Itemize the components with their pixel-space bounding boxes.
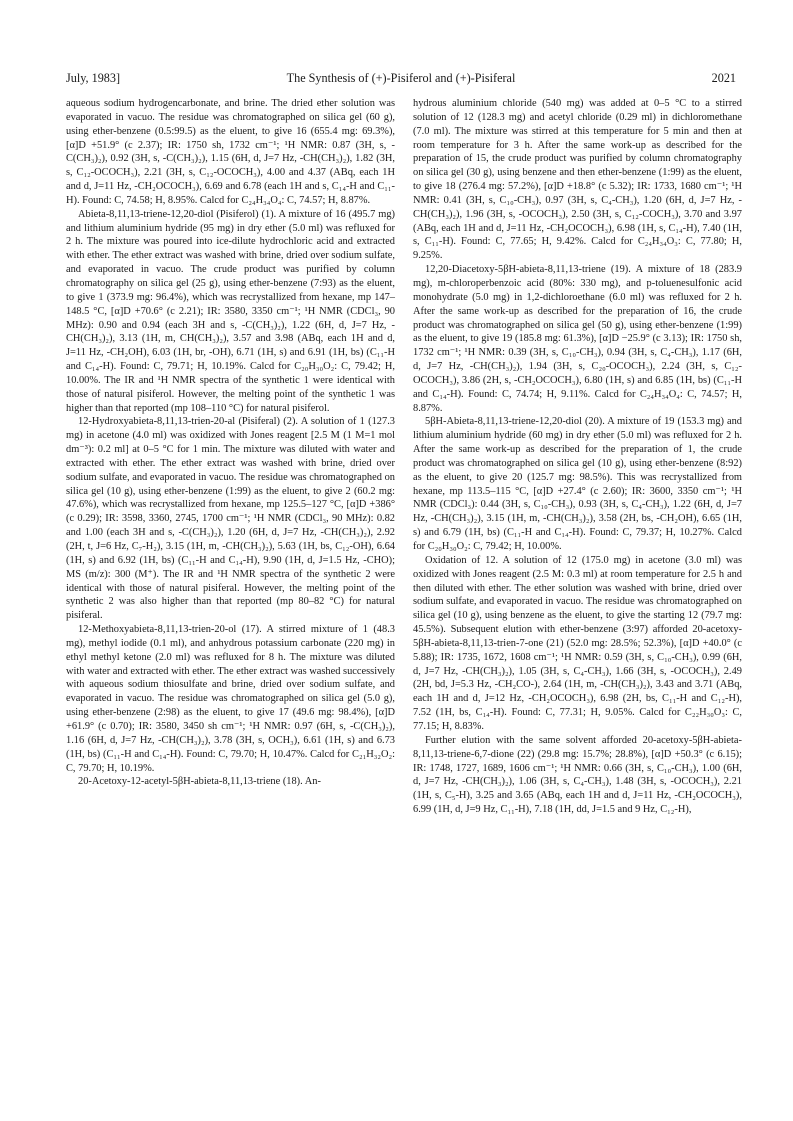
article-title: The Synthesis of (+)-Pisiferol and (+)-Pisiferal bbox=[286, 71, 516, 85]
issue-date: July, 1983] bbox=[66, 71, 121, 85]
right-column bbox=[413, 97, 742, 817]
body-paragraph: 12-Methoxyabieta-8,11,13-trien-20-ol (17). A stirred mixture of 1 (48.3 mg), methyl iodide (0.1 ml), and anhydrous potassium carbonate (220 mg) in ethyl methyl ketone (2.0 ml) was refluxed for 8 h. The mixture was diluted with water and extracted with ether. The ether extract was washed successively with aqueous sodium thiosulfate and brine, dried over sodium sulfate, and evaporated in vacuo. The residue was chromatographed on silica gel (5.0 g), using ether-benzene (2:98) as the eluent, to give 17 (49.6 mg: 98.4%), [α]D +61.9° (c 0.70); IR: 3580, 3450 sh cm⁻¹; ¹H NMR: 0.97 (6H, s, -C(CH₃)₂), 1.16 (6H, d, J=7 Hz, -CH(CH₃)₂), 3.78 (3H, s, OCH₃), 6.61 (1H, s) and 6.73 (1H, bs) (C₁₁-H and C₁₄-H). Found: C, 79.70; H, 10.47%. Calcd for C₂₁H₃₂O₂: C, 79.70; H, 10.19%. bbox=[66, 624, 395, 774]
running-head bbox=[66, 70, 736, 86]
body-paragraph: aqueous sodium hydrogencarbonate, and brine. The dried ether solution was evaporated in vacuo. The residue was chromatographed on silica gel (60 g), using ether-benzene (0.5:99.5) as the eluent, to give 16 (655.4 mg: 69.3%), [α]D +51.9° (c 2.37); IR: 1750 sh, 1732 cm⁻¹; ¹H NMR: 0.87 (3H, s, -C(CH₃)₂), 0.92 (3H, s, -C(CH₃)₂), 1.15 (6H, d, J=7 Hz, -CH(CH₃)₂), 1.82 (3H, s, C₁₂-OCOCH₃), 2.21 (3H, s, C₁₂-OCOCH₃), 4.00 and 4.37 (ABq, each 1H and d, J=11 Hz, -CH₂OCOCH₃), 6.69 and 6.78 (each 1H and s, C₁₄-H and C₁₁-H). Found: C, 74.58; H, 8.95%. Calcd for C₂₄H₃₄O₄: C, 74.57; H, 8.87%. bbox=[66, 98, 395, 206]
body-paragraph: hydrous aluminium chloride (540 mg) was added at 0–5 °C to a stirred solution of 12 (128.3 mg) and acetyl chloride (0.29 ml) in dichloromethane (7.0 ml). The mixture was stirred at this temperature for 5 min and then at room temperature for 3 h. After the same work-up as described for the preparation of 15, the crude product was purified by column chromatography on silica gel (30 g), using benzene and then ether-benzene (1:99) as the eluent, to give 18 (276.4 mg: 57.2%), [α]D +18.8° (c 5.32); IR: 1733, 1680 cm⁻¹; ¹H NMR: 0.41 (3H, s, C₁₀-CH₃), 0.97 (3H, s, C₄-CH₃), 1.20 (6H, d, J=7 Hz, -CH(CH₃)₂), 1.96 (3H, s, -OCOCH₃), 2.50 (3H, s, C₁₂-COCH₃), 3.70 and 3.97 (ABq, each 1H and d, J=11 Hz, -CH₂OCOCH₃), 6.98 (1H, s, C₁₄-H), 7.40 (1H, s, C₁₁-H). Found: C, 77.65; H, 9.42%. Calcd for C₂₄H₃₄O₃: C, 77.80; H, 9.25%. bbox=[413, 98, 742, 262]
left-column bbox=[66, 97, 395, 789]
page-number: 2021 bbox=[711, 71, 736, 85]
body-paragraph: 5βH-Abieta-8,11,13-triene-12,20-diol (20). A mixture of 19 (153.3 mg) and lithium aluminium hydride (60 mg) in dry ether (5.0 ml) was refluxed for 2 h. After the same work-up as described for the preparation of 1, the crude product was chromatographed on silica gel (10 g), using ether-benzene (8:92) as the eluent, to give 20 (125.7 mg: 98.5%). This was recrystallized from hexane, mp 113.5–115 °C, [α]D +27.4° (c 2.60); IR: 3600, 3350 cm⁻¹; ¹H NMR (CDCl₃): 0.44 (3H, s, C₁₀-CH₃), 0.93 (3H, s, C₄-CH₃), 1.22 (6H, d, J=7 Hz, -CH(CH₃)₂), 3.15 (1H, m, -CH(CH₃)₂), 3.58 (2H, bs, -CH₂OH), 6.65 (1H, s) and 6.79 (1H, bs) (C₁₁-H and C₁₄-H). Found: C, 79.37; H, 10.27%. Calcd for C₂₀H₃₀O₂: C, 79.42; H, 10.00%. bbox=[413, 416, 742, 552]
body-paragraph: Further elution with the same solvent afforded 20-acetoxy-5βH-abieta-8,11,13-triene-6,7-dione (22) (29.8 mg: 15.7%; 28.8%), [α]D +50.3° (c 6.15); IR: 1748, 1727, 1689, 1606 cm⁻¹; ¹H NMR: 0.66 (3H, s, C₁₀-CH₃), 1.00 (6H, d, J=7 Hz, -CH(CH₃)₂), 1.06 (3H, s, C₄-CH₃), 1.48 (3H, s, -OCOCH₃), 2.21 (1H, s, C₅-H), 3.25 and 3.65 (ABq, each 1H and d, J=11 Hz, -CH₂OCOCH₃), 6.99 (1H, d, J=9 Hz, C₁₁-H), 7.18 (1H, dd, J=1.5 and 9 Hz, C₁₂-H), bbox=[413, 734, 742, 816]
body-paragraph: Abieta-8,11,13-triene-12,20-diol (Pisiferol) (1). A mixture of 16 (495.7 mg) and lithium aluminium hydride (95 mg) in dry ether (5.0 ml) was refluxed for 2 h. The mixture was poured into ice-dilute hydrochloric acid and extracted with ether. The ether extract was washed with brine, dried over sodium sulfate, and evaporated in vacuo. The crude product was purified by column chromatography on silica gel (25 g), using ether-benzene (7:93) as the eluent, to give 1 (373.9 mg: 96.4%), which was recrystallized from hexane, mp 147–148.5 °C, [α]D +70.6° (c 2.21); IR: 3580, 3350 cm⁻¹; ¹H NMR (CDCl₃, 90 MHz): 0.90 and 0.94 (each 3H and s, -C(CH₃)₂), 1.22 (6H, d, J=7 Hz, -CH(CH₃)₂), 3.13 (1H, m, CH(CH₃)₂), 3.57 and 3.98 (ABq, each 1H and d, J=11 Hz, -CH₂OH), 6.03 (1H, br, -OH), 6.71 (1H, s) and 6.91 (1H, bs) (C₁₁-H and C₁₄-H). Found: C, 79.71; H, 10.19%. Calcd for C₂₀H₃₀O₂: C, 79.42; H, 10.00%. The IR and ¹H NMR spectra of the synthetic 1 were identical with those of natural pisiferol. However, the melting point of the synthetic 1 was higher than that reported (mp 108–110 °C) for natural pisiferol. bbox=[66, 208, 395, 414]
body-paragraph: 12-Hydroxyabieta-8,11,13-trien-20-al (Pisiferal) (2). A solution of 1 (127.3 mg) in acetone (4.0 ml) was oxidized with Jones reagent [2.5 M (1 M=1 mol dm⁻³): 0.2 ml] at 0–5 °C for 1 min. The mixture was diluted with water and extracted with ether. The ether extract was washed with brine, dried over sodium sulfate, and evaporated in vacuo. The residue was chromatographed on silica gel (10 g), using ether-benzene (1:99) as the eluent, to give 2 (60.2 mg: 47.6%), which was recrystallized from hexane, mp 125.5–127 °C, [α]D +386° (c 0.29); IR: 3598, 3360, 2745, 1700 cm⁻¹; ¹H NMR (CDCl₃, 90 MHz): 0.82 and 1.00 (each 3H and s, -C(CH₃)₂), 1.20 (6H, d, J=7 Hz, -CH(CH₃)₂), 2.92 (2H, t, J=6 Hz, C₇-H₂), 3.15 (1H, m, -CH(CH₃)₂), 5.63 (1H, bs, C₁₂-OH), 6.64 (1H, s) and 6.92 (1H, bs) (C₁₁-H and C₁₄-H), 9.90 (1H, d, J=1.5 Hz, -CHO); MS (m/z): 300 (M⁺). The IR and ¹H NMR spectra of the synthetic 2 were identical with those of natural pisiferal. However, the melting point of the synthetic 2 was also higher than that reported (mp 80–82 °C) for natural pisiferal. bbox=[66, 416, 395, 622]
body-paragraph: 20-Acetoxy-12-acetyl-5βH-abieta-8,11,13-triene (18). An- bbox=[78, 776, 321, 788]
body-paragraph: Oxidation of 12. A solution of 12 (175.0 mg) in acetone (3.0 ml) was oxidized with Jones reagent (2.5 M: 0.3 ml) at room temperature for 2.5 h and then diluted with ether. The ether solution was washed with brine, dried over sodium sulfate, and evaporated in vacuo. The residue was chromatographed on silica gel (10 g), using benzene as the eluent, to give the starting 12 (79.7 mg: 45.5%). Subsequent elution with ether-benzene (3:97) afforded 20-acetoxy-5βH-abieta-8,11,13-trien-7-one (21) (52.0 mg: 28.5%; 52.3%), [α]D +40.0° (c 5.88); IR: 1735, 1672, 1608 cm⁻¹; ¹H NMR: 0.59 (3H, s, C₁₀-CH₃), 0.99 (6H, d, J=7 Hz, -CH(CH₃)₂), 1.05 (3H, s, C₄-CH₃), 1.66 (3H, s, -OCOCH₃), 2.49 (2H, bd, J=5.3 Hz, -CH₂CO-), 2.64 (1H, m, -CH(CH₃)₂), 3.43 and 3.71 (ABq, each 1H and d, J=12 Hz, -CH₂OCOCH₃), 6.98 (2H, bs, C₁₁-H and C₁₂-H), 7.52 (1H, bs, C₁₄-H). Found: C, 77.31; H, 9.05%. Calcd for C₂₂H₃₀O₃: C, 77.15; H, 8.83%. bbox=[413, 554, 742, 732]
body-paragraph: 12,20-Diacetoxy-5βH-abieta-8,11,13-triene (19). A mixture of 18 (283.9 mg), m-chloroperbenzoic acid (80%: 330 mg), and p-toluenesulfonic acid monohydrate (5.0 mg) in 1,2-dichloroethane (6.0 ml) was refluxed for 2 h. After the same work-up as described for the preparation of 16, the crude product was chromatographed on silica gel (50 g), using ether-benzene (1:99) as the eluent, to give 19 (185.8 mg: 61.3%), [α]D −25.9° (c 3.13); IR: 1750 sh, 1732 cm⁻¹; ¹H NMR: 0.39 (3H, s, C₁₀-CH₃), 0.94 (3H, s, C₄-CH₃), 1.17 (6H, d, J=7 Hz, -CH(CH₃)₂), 1.94 (3H, s, C₂₀-OCOCH₃), 2.24 (3H, s, C₁₂-OCOCH₃), 3.86 (2H, s, -CH₂OCOCH₃), 6.80 (1H, s) and 6.85 (1H, bs) (C₁₁-H and C₁₄-H). Found: C, 74.74; H, 9.11%. Calcd for C₂₄H₃₄O₄: C, 74.57; H, 8.87%. bbox=[413, 264, 742, 414]
